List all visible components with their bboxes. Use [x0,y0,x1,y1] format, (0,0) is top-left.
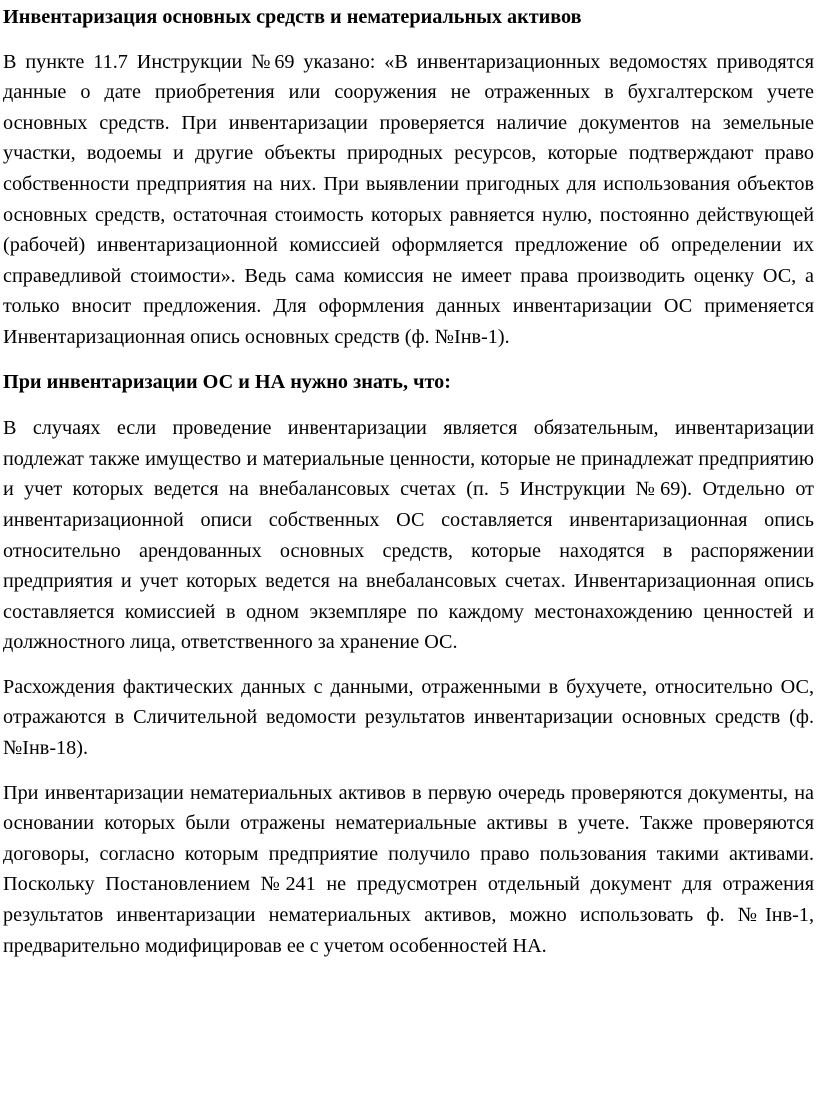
document-title: Инвентаризация основных средств и нематериальных активов [3,6,582,28]
paragraph-1: В пункте 11.7 Инструкции №69 указано: «В инвентаризационных ведомостях приводятся данные о дате приобретения или сооружения не отраженных в бухгалтерском учете основных средств. При инвентаризации проверяется наличие документов на земельные участки, водоемы и другие объекты природных ресурсов, которые подтверждают право собственности предприятия на них. При выявлении пригодных для использования объектов основных средств, остаточная стоимость которых равняется нулю, постоянно действующей (рабочей) инвентаризационной комиссией оформляется предложение об определении их справедливой стоимости». Ведь сама комиссия не имеет права производить оценку ОС, а только вносит предложения. Для оформления данных инвентаризации ОС применяется Инвентаризационная опись основных средств (ф. №Інв-1). [3,50,814,348]
paragraph-4: При инвентаризации нематериальных активов в первую очередь проверяются документы, на основании которых были отражены нематериальные активы в учете. Также проверяются договоры, согласно которым предприятие получило право пользования такими активами. Поскольку Постановлением №241 не предусмотрен отдельный документ для отражения результатов инвентаризации нематериальных активов, можно использовать ф. №Інв-1, предварительно модифицировав ее с учетом особенностей НА. [3,781,814,957]
paragraph-3: Расхождения фактических данных с данными, отраженными в бухучете, относительно ОС, отражаются в Сличительной ведомости результатов инвентаризации основных средств (ф. №Інв-18). [3,675,814,760]
subheading: При инвентаризации ОС и НА нужно знать, что: [3,370,451,393]
paragraph-2: В случаях если проведение инвентаризации является обязательным, инвентаризации подлежат также имущество и материальные ценности, которые не принадлежат предприятию и учет которых ведется на внебалансовых счетах (п. 5 Инструкции №69). Отдельно от инвентаризационной описи собственных ОС составляется инвентаризационная опись относительно арендованных основных средств, которые находятся в распоряжении предприятия и учет которых ведется на внебалансовых счетах. Инвентаризационная опись составляется комиссией в одном экземпляре по каждому местонахождению ценностей и должностного лица, ответственного за хранение ОС. [3,417,814,654]
